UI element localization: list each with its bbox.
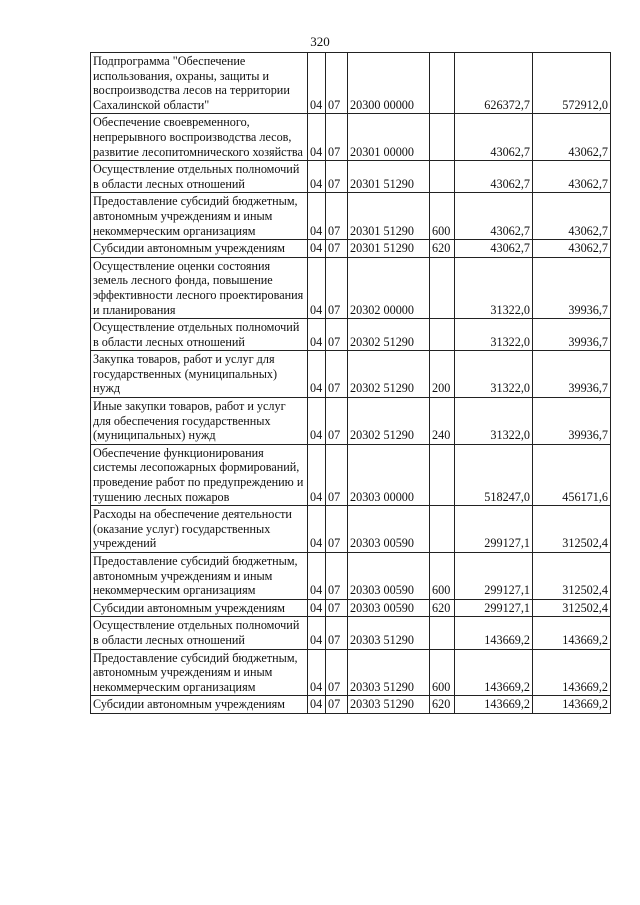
table-row — [91, 351, 611, 398]
subsection-code-cell: 07 — [326, 444, 348, 505]
amount-year2-cell: 143669,2 — [533, 617, 611, 649]
expense-type-cell — [430, 506, 455, 553]
subsection-code-cell: 07 — [326, 649, 348, 696]
target-article-cell: 20303 00590 — [348, 553, 430, 600]
expense-type-cell: 240 — [430, 398, 455, 445]
section-code-cell: 04 — [308, 319, 326, 351]
amount-year1-cell: 518247,0 — [455, 444, 533, 505]
expense-type-cell: 620 — [430, 599, 455, 617]
amount-year1-cell: 43062,7 — [455, 114, 533, 161]
section-code-cell: 04 — [308, 617, 326, 649]
amount-year2-cell: 456171,6 — [533, 444, 611, 505]
subsection-code-cell: 07 — [326, 257, 348, 318]
table-row — [91, 444, 611, 505]
subsection-code-cell: 07 — [326, 599, 348, 617]
section-code-cell: 04 — [308, 444, 326, 505]
target-article-cell: 20302 00000 — [348, 257, 430, 318]
amount-year1-cell: 143669,2 — [455, 649, 533, 696]
target-article-cell: 20303 00590 — [348, 599, 430, 617]
amount-year2-cell: 312502,4 — [533, 553, 611, 600]
target-article-cell: 20301 51290 — [348, 193, 430, 240]
subsection-code-cell: 07 — [326, 240, 348, 258]
subsection-code-cell: 07 — [326, 351, 348, 398]
expense-type-cell — [430, 114, 455, 161]
table-row — [91, 53, 611, 114]
expense-type-cell: 200 — [430, 351, 455, 398]
table-row — [91, 319, 611, 351]
table-body — [91, 53, 611, 714]
section-code-cell: 04 — [308, 398, 326, 445]
expense-name-cell: Субсидии автономным учреждениям — [91, 240, 308, 258]
table-row — [91, 617, 611, 649]
amount-year2-cell: 43062,7 — [533, 114, 611, 161]
target-article-cell: 20302 51290 — [348, 398, 430, 445]
amount-year2-cell: 43062,7 — [533, 161, 611, 193]
amount-year2-cell: 39936,7 — [533, 257, 611, 318]
target-article-cell: 20302 51290 — [348, 319, 430, 351]
expense-name-cell: Предоставление субсидий бюджетным, автономным учреждениям и иным некоммерческим организациям — [91, 649, 308, 696]
expense-name-cell: Предоставление субсидий бюджетным, автономным учреждениям и иным некоммерческим организациям — [91, 193, 308, 240]
expense-type-cell — [430, 53, 455, 114]
table-row — [91, 553, 611, 600]
subsection-code-cell: 07 — [326, 506, 348, 553]
target-article-cell: 20303 51290 — [348, 696, 430, 714]
amount-year2-cell: 143669,2 — [533, 696, 611, 714]
amount-year2-cell: 43062,7 — [533, 193, 611, 240]
section-code-cell: 04 — [308, 53, 326, 114]
amount-year2-cell: 39936,7 — [533, 319, 611, 351]
table-row — [91, 114, 611, 161]
table-row — [91, 599, 611, 617]
budget-table — [90, 52, 611, 714]
expense-type-cell — [430, 617, 455, 649]
section-code-cell: 04 — [308, 351, 326, 398]
table-row — [91, 649, 611, 696]
table-row — [91, 161, 611, 193]
amount-year1-cell: 31322,0 — [455, 319, 533, 351]
subsection-code-cell: 07 — [326, 553, 348, 600]
amount-year2-cell: 312502,4 — [533, 599, 611, 617]
expense-name-cell: Осуществление отдельных полномочий в области лесных отношений — [91, 617, 308, 649]
expense-name-cell: Обеспечение своевременного, непрерывного воспроизводства лесов, развитие лесопитомнического хозяйства — [91, 114, 308, 161]
expense-name-cell: Расходы на обеспечение деятельности (оказание услуг) государственных учреждений — [91, 506, 308, 553]
section-code-cell: 04 — [308, 649, 326, 696]
amount-year2-cell: 572912,0 — [533, 53, 611, 114]
amount-year1-cell: 626372,7 — [455, 53, 533, 114]
expense-type-cell: 600 — [430, 649, 455, 696]
amount-year2-cell: 312502,4 — [533, 506, 611, 553]
expense-type-cell: 620 — [430, 240, 455, 258]
page-number: 320 — [310, 34, 330, 49]
expense-name-cell: Осуществление отдельных полномочий в области лесных отношений — [91, 161, 308, 193]
expense-type-cell — [430, 444, 455, 505]
amount-year2-cell: 143669,2 — [533, 649, 611, 696]
subsection-code-cell: 07 — [326, 114, 348, 161]
table-row — [91, 696, 611, 714]
expense-type-cell — [430, 257, 455, 318]
table-row — [91, 506, 611, 553]
amount-year1-cell: 31322,0 — [455, 351, 533, 398]
target-article-cell: 20303 51290 — [348, 617, 430, 649]
expense-type-cell — [430, 161, 455, 193]
target-article-cell: 20301 51290 — [348, 240, 430, 258]
expense-name-cell: Осуществление оценки состояния земель лесного фонда, повышение эффективности лесного проектирования и планирования — [91, 257, 308, 318]
expense-type-cell: 600 — [430, 553, 455, 600]
amount-year1-cell: 31322,0 — [455, 398, 533, 445]
target-article-cell: 20303 00590 — [348, 506, 430, 553]
amount-year1-cell: 43062,7 — [455, 193, 533, 240]
subsection-code-cell: 07 — [326, 53, 348, 114]
amount-year1-cell: 43062,7 — [455, 240, 533, 258]
subsection-code-cell: 07 — [326, 161, 348, 193]
target-article-cell: 20300 00000 — [348, 53, 430, 114]
section-code-cell: 04 — [308, 240, 326, 258]
amount-year2-cell: 43062,7 — [533, 240, 611, 258]
amount-year1-cell: 43062,7 — [455, 161, 533, 193]
expense-name-cell: Субсидии автономным учреждениям — [91, 599, 308, 617]
amount-year2-cell: 39936,7 — [533, 398, 611, 445]
amount-year1-cell: 299127,1 — [455, 553, 533, 600]
table-row — [91, 240, 611, 258]
section-code-cell: 04 — [308, 506, 326, 553]
amount-year1-cell: 299127,1 — [455, 506, 533, 553]
table-row — [91, 193, 611, 240]
subsection-code-cell: 07 — [326, 319, 348, 351]
expense-name-cell: Обеспечение функционирования системы лесопожарных формирований, проведение работ по предупреждению и тушению лесных пожаров — [91, 444, 308, 505]
table-row — [91, 257, 611, 318]
section-code-cell: 04 — [308, 257, 326, 318]
expense-name-cell: Подпрограмма "Обеспечение использования, охраны, защиты и воспроизводства лесов на территории Сахалинской области" — [91, 53, 308, 114]
section-code-cell: 04 — [308, 553, 326, 600]
amount-year1-cell: 143669,2 — [455, 696, 533, 714]
expense-type-cell: 620 — [430, 696, 455, 714]
target-article-cell: 20301 51290 — [348, 161, 430, 193]
amount-year2-cell: 39936,7 — [533, 351, 611, 398]
subsection-code-cell: 07 — [326, 696, 348, 714]
amount-year1-cell: 299127,1 — [455, 599, 533, 617]
section-code-cell: 04 — [308, 114, 326, 161]
expense-name-cell: Предоставление субсидий бюджетным, автономным учреждениям и иным некоммерческим организациям — [91, 553, 308, 600]
subsection-code-cell: 07 — [326, 617, 348, 649]
amount-year1-cell: 143669,2 — [455, 617, 533, 649]
expense-name-cell: Закупка товаров, работ и услуг для государственных (муниципальных) нужд — [91, 351, 308, 398]
subsection-code-cell: 07 — [326, 398, 348, 445]
expense-name-cell: Субсидии автономным учреждениям — [91, 696, 308, 714]
table-row — [91, 398, 611, 445]
section-code-cell: 04 — [308, 696, 326, 714]
expense-name-cell: Осуществление отдельных полномочий в области лесных отношений — [91, 319, 308, 351]
target-article-cell: 20303 00000 — [348, 444, 430, 505]
expense-name-cell: Иные закупки товаров, работ и услуг для обеспечения государственных (муниципальных) нужд — [91, 398, 308, 445]
subsection-code-cell: 07 — [326, 193, 348, 240]
target-article-cell: 20303 51290 — [348, 649, 430, 696]
section-code-cell: 04 — [308, 193, 326, 240]
target-article-cell: 20301 00000 — [348, 114, 430, 161]
target-article-cell: 20302 51290 — [348, 351, 430, 398]
amount-year1-cell: 31322,0 — [455, 257, 533, 318]
expense-type-cell: 600 — [430, 193, 455, 240]
section-code-cell: 04 — [308, 599, 326, 617]
section-code-cell: 04 — [308, 161, 326, 193]
expense-type-cell — [430, 319, 455, 351]
